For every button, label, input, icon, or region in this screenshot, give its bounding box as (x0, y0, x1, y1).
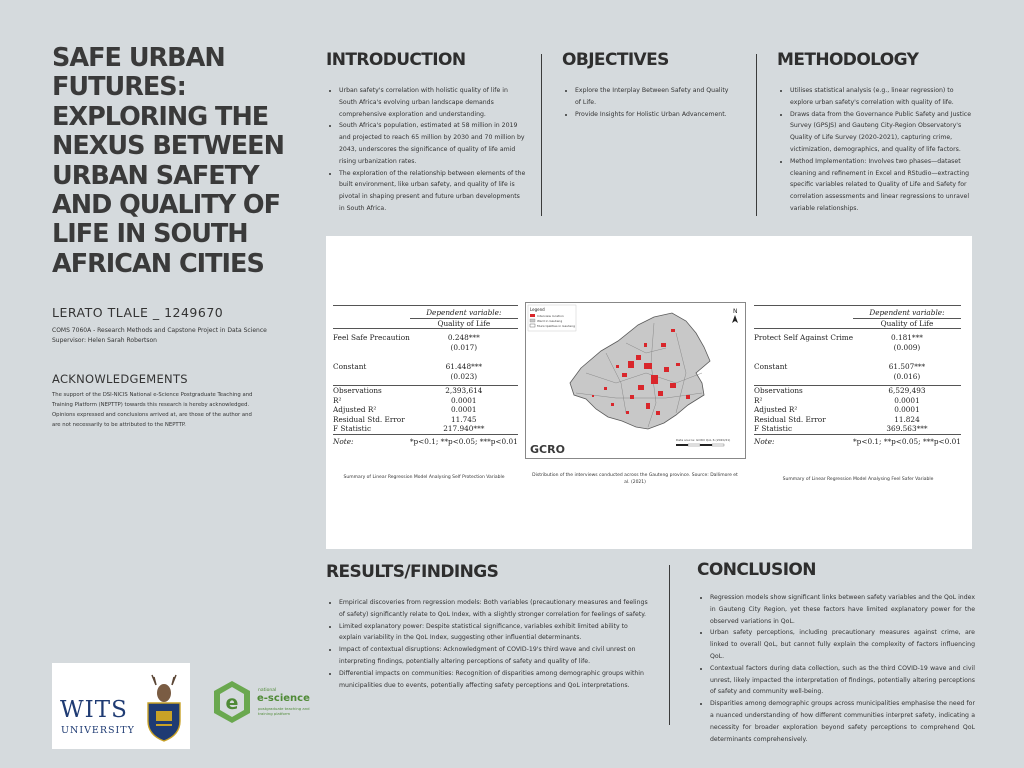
conclusion-bullet: • Contextual factors during data collection, such as the third COVID-19 wave and civil unrest, likely impacted the interpretation of findings, potentially altering perceptions of safety and community well-being. (710, 663, 975, 698)
conclusion-heading: CONCLUSION (697, 560, 816, 580)
introduction-bullet: • Urban safety's correlation with holistic quality of life in South Africa's evolving urban landscape demands comprehensive exploration and understanding. (339, 85, 526, 120)
adj-r2-value: 0.0001 (451, 405, 477, 415)
e-science-hexagon-icon (212, 680, 252, 724)
introduction-bullets (330, 85, 526, 215)
map-source: Data source: GCRO QoL 6 (2020/21) (676, 438, 731, 442)
predictor-coef: 0.248*** (447, 333, 480, 343)
gauteng-map-svg (526, 303, 745, 458)
conclusion-bullet: • Regression models show significant links between safety variables and the QoL index in Gauteng City Region, yet these factors have limited explanatory power for the observed variations in QoL. (710, 592, 975, 627)
constant-coef: 61.507*** (888, 362, 926, 372)
adj-r2-label: Adjusted R² (333, 405, 377, 415)
results-bullets (330, 597, 648, 691)
objectives-bullets (566, 85, 732, 120)
dep-var-name: Quality of Life (880, 318, 934, 328)
wits-wordmark: WITS (60, 697, 128, 723)
conclusion-bullet: • Urban safety perceptions, including precautionary measures against crime, are linked to overall QoL, but cannot fully explain the complexity of factors influencing QoL. (710, 627, 975, 662)
e-science-logo (212, 680, 312, 724)
results-bullet: • Empirical discoveries from regression models: Both variables (precautionary measures and feelings of safety) significantly relate to QoL Index, with a slightly stronger correlation for feelings of safety. (339, 597, 648, 621)
results-bullet: • Impact of contextual disruptions: Acknowledgment of COVID-19's third wave and civil unrest on interpreting findings, potentially altering perceptions of safety and quality of life. (339, 644, 648, 668)
legend-title: Legend (530, 307, 545, 312)
r2-value: 0.0001 (451, 395, 477, 405)
predictor-se: (0.009) (893, 342, 921, 352)
methodology-bullet: • Utilises statistical analysis (e.g., linear regression) to explore urban safety's correlation with quality of life. (790, 85, 973, 109)
wits-logo (52, 663, 190, 749)
dep-var-label: Dependent variable: (410, 308, 518, 318)
obs-label: Observations (754, 386, 803, 396)
note-text: *p<0.1; **p<0.05; ***p<0.01 (853, 436, 961, 446)
conclusion-body (701, 592, 975, 745)
e-science-subtitle: postgraduate teaching and training platform (258, 706, 310, 716)
e-science-small-text: national (258, 688, 277, 693)
legend-item: Interview location (537, 314, 564, 318)
f-stat-label: F Statistic (333, 424, 410, 434)
obs-value: 6,529,493 (888, 386, 926, 396)
svg-text:e: e (225, 692, 239, 714)
results-heading: RESULTS/FINDINGS (326, 562, 499, 582)
dep-var-label: Dependent variable: (853, 308, 961, 318)
results-bullet: • Limited explanatory power: Despite statistical significance, variables exhibit limited ability to explain variability in the QoL Index, suggesting other influential determinants. (339, 621, 648, 645)
r2-label: R² (333, 395, 342, 405)
wits-crest-icon (144, 671, 184, 743)
svg-text:N: N (733, 308, 738, 315)
regression-table-1 (333, 305, 518, 448)
note-text: *p<0.1; **p<0.05; ***p<0.01 (409, 436, 518, 446)
introduction-bullet: • South Africa's population, estimated at 58 million in 2019 and projected to reach 65 million by 2030 and 70 million by 2043, underscores the significance of quality of life amid rising urbanization rates. (339, 120, 526, 167)
f-stat-label: F Statistic (754, 424, 853, 434)
dep-var-name: Quality of Life (437, 318, 491, 328)
r2-label: R² (754, 395, 763, 405)
divider-line (669, 565, 670, 725)
methodology-bullet: • Draws data from the Governance Public Safety and Justice Survey (GPSJS) and Gauteng City-Region Observatory's Quality of Life Survey (2020-2021), capturing crime, victimization, demographics, and quality of life factors. (790, 109, 973, 156)
rse-value: 11.824 (894, 414, 920, 424)
introduction-body (330, 85, 526, 215)
f-stat-value: 369.563*** (853, 424, 961, 434)
obs-label: Observations (333, 386, 382, 396)
obs-value: 2,393,614 (445, 386, 483, 396)
legend-item: Municipalities in Gauteng (537, 324, 576, 328)
divider-line (541, 54, 542, 216)
poster-title: SAFE URBAN FUTURES: EXPLORING THE NEXUS BETWEEN URBAN SAFETY AND QUALITY OF LIFE IN SOUTH AFRICAN CITIES (52, 43, 284, 279)
constant-coef: 61.448*** (445, 362, 483, 372)
methodology-heading: METHODOLOGY (777, 50, 919, 70)
legend-item: Ward in Gauteng (537, 319, 563, 323)
constant-label: Constant (754, 362, 788, 372)
regression-table-2 (754, 305, 960, 448)
table-2-caption: Summary of Linear Regression Model Analysing Feel Safer Variable (782, 477, 934, 482)
predictor-se: (0.017) (450, 342, 478, 352)
objectives-bullet: • Provide Insights for Holistic Urban Advancement. (575, 109, 732, 121)
acknowledgements-heading: ACKNOWLEDGEMENTS (52, 372, 188, 386)
objectives-bullet: • Explore the Interplay Between Safety and Quality of Life. (575, 85, 732, 109)
note-label: Note: (333, 436, 354, 446)
objectives-body (566, 85, 732, 120)
predictor-label: Feel Safe Precaution (333, 333, 410, 343)
adj-r2-label: Adjusted R² (754, 405, 798, 415)
constant-se: (0.016) (893, 371, 921, 381)
acknowledgements-text: The support of the DSI-NICIS National e-Science Postgraduate Teaching and Training Platform (NEPTTP) towards this research is hereby acknowledged. Opinions expressed and conclusions arrived at, are those of the author and are not necessarily to be attributed to the NEPTTP. (52, 392, 253, 428)
wits-university-text: UNIVERSITY (61, 725, 135, 736)
methodology-bullets (781, 85, 973, 215)
table-1-caption: Summary of Linear Regression Model Analysing Self Protection Variable (343, 475, 505, 480)
introduction-bullet: • The exploration of the relationship between elements of the built environment, like urban safety, and quality of life is pivotal in shaping present and future urban developments in South Africa. (339, 168, 526, 215)
r2-value: 0.0001 (894, 395, 920, 405)
author-line: LERATO TLALE _ 1249670 (52, 305, 224, 320)
predictor-label: Protect Self Against Crime (754, 333, 854, 343)
supervisor-name: Supervisor: Helen Sarah Robertson (52, 337, 157, 344)
rse-label: Residual Std. Error (754, 414, 826, 424)
results-body (330, 597, 648, 691)
gauteng-map (525, 302, 746, 459)
conclusion-bullets (701, 592, 975, 745)
course-info (52, 326, 267, 346)
constant-label: Constant (333, 362, 367, 372)
f-stat-value: 217.940*** (410, 424, 518, 434)
rse-label: Residual Std. Error (333, 414, 405, 424)
introduction-heading: INTRODUCTION (326, 50, 466, 70)
methodology-body (781, 85, 973, 215)
gcro-logo: GCRO (530, 443, 565, 456)
predictor-coef: 0.181*** (891, 333, 923, 343)
constant-se: (0.023) (450, 371, 478, 381)
adj-r2-value: 0.0001 (894, 405, 920, 415)
scale-bar (676, 444, 724, 446)
methodology-bullet: • Method Implementation: Involves two phases—dataset cleaning and refinement in Excel and RStudio—extracting specific variables related to Quality of Life and Safety for correlation assessments and linear regressions to unravel variable relationships. (790, 156, 973, 215)
map-caption: Distribution of the interviews conducted across the Gauteng province. Source: Dallimore et al. (2021) (532, 473, 738, 485)
conclusion-bullet: • Disparities among demographic groups across municipalities emphasise the need for a nuanced understanding of how different communities interpret safety, indicating a necessity for broader exploration beyond safety perceptions to comprehend QoL determinants comprehensively. (710, 698, 975, 745)
rse-value: 11.745 (451, 414, 477, 424)
divider-line (756, 54, 757, 216)
objectives-heading: OBJECTIVES (562, 50, 669, 70)
note-label: Note: (754, 436, 775, 446)
results-bullet: • Differential impacts on communities: Recognition of disparities among demographic groups within municipalities due to events, potentially affecting safety perceptions and QoL interpretations. (339, 668, 648, 692)
e-science-name: e-science (257, 693, 310, 704)
course-name: COMS 7060A - Research Methods and Capstone Project in Data Science (52, 327, 267, 334)
